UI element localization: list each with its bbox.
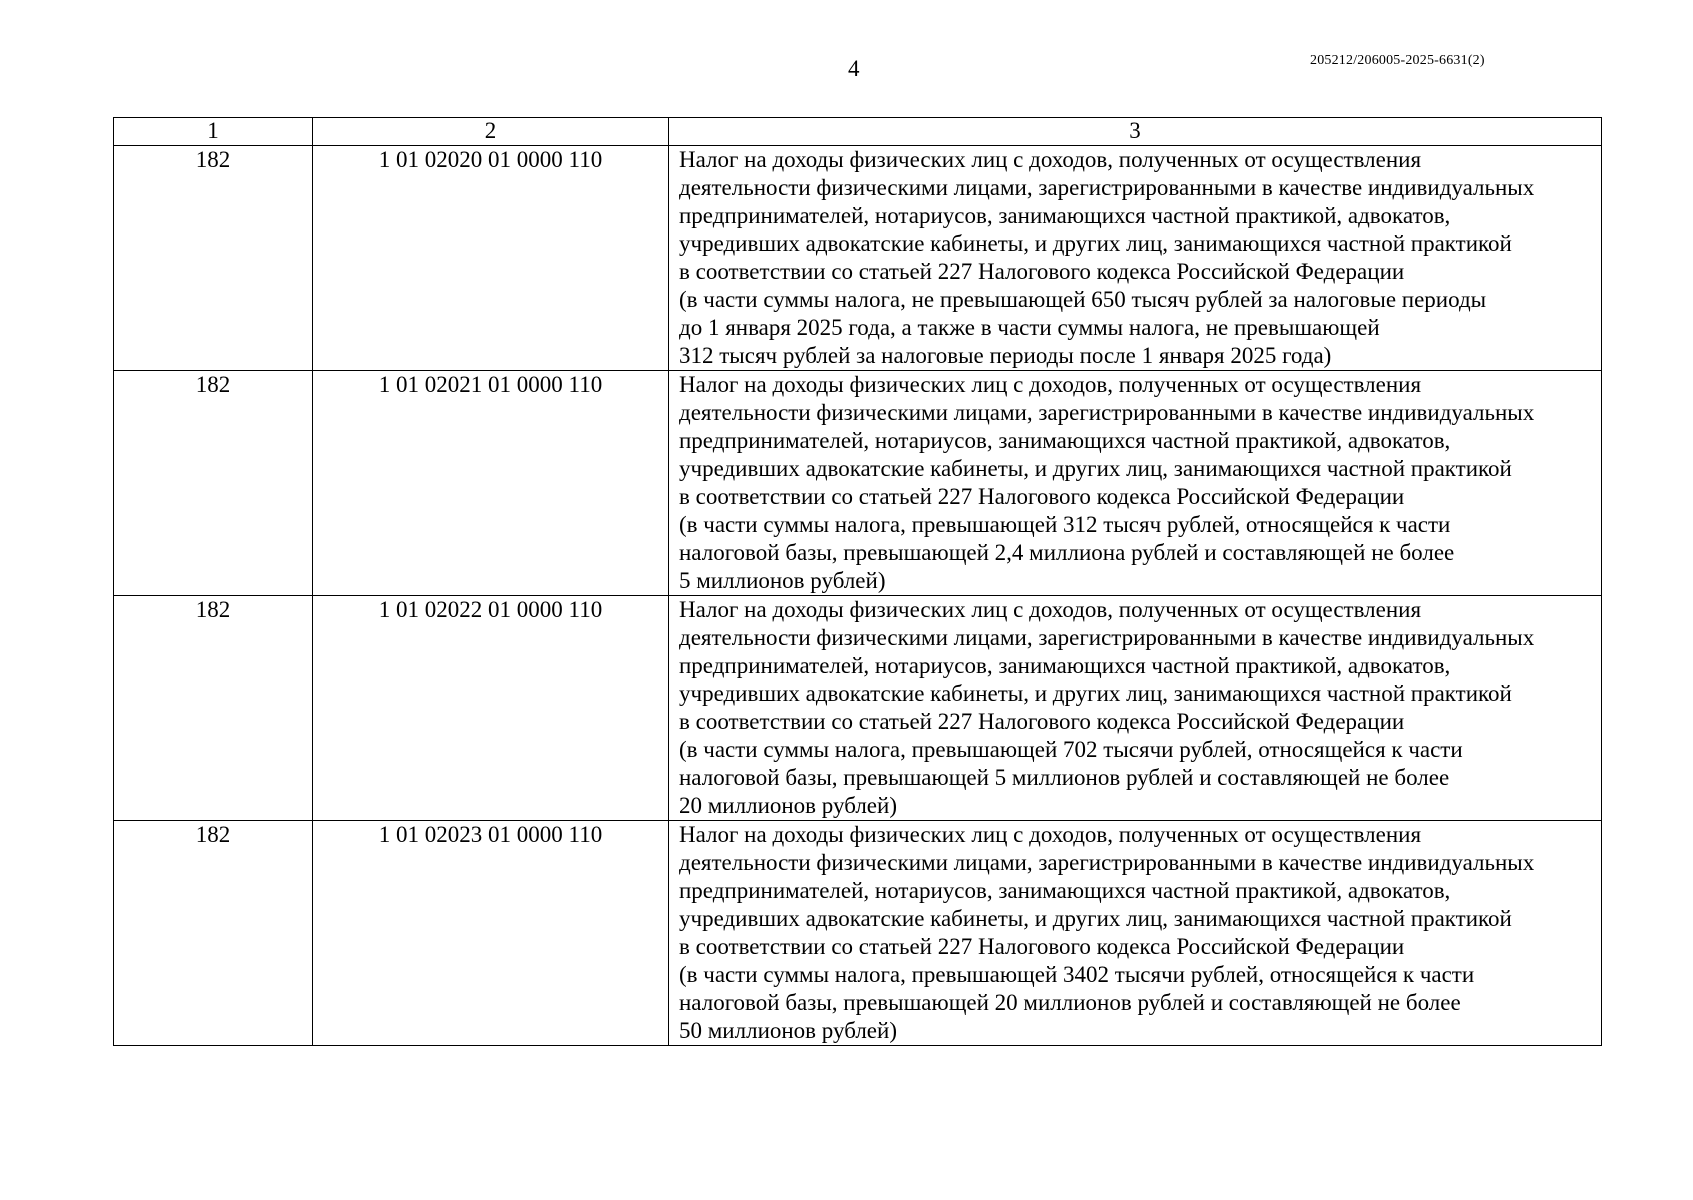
description-line: деятельности физическими лицами, зарегистрированными в качестве индивидуальных — [679, 850, 1535, 875]
page-number: 4 — [848, 56, 860, 81]
description-cell — [669, 596, 1602, 821]
budget-codes-table — [113, 117, 1602, 1046]
table-row — [114, 146, 1602, 371]
description-cell — [669, 146, 1602, 371]
description-line: в соответствии со статьей 227 Налогового кодекса Российской Федерации — [679, 709, 1405, 734]
table-row — [114, 596, 1602, 821]
admin-code-cell — [114, 596, 313, 821]
column-header-2: 2 — [313, 118, 669, 146]
description-line: 312 тысяч рублей за налоговые периоды после 1 января 2025 года) — [679, 343, 1332, 368]
description-line: предпринимателей, нотариусов, занимающихся частной практикой, адвокатов, — [679, 653, 1451, 678]
admin-code-cell — [114, 821, 313, 1046]
description-line: 5 миллионов рублей) — [679, 568, 886, 593]
description-line: Налог на доходы физических лиц с доходов, полученных от осуществления — [679, 597, 1422, 622]
description-line: (в части суммы налога, превышающей 702 тысячи рублей, относящейся к части — [679, 737, 1463, 762]
column-header-3: 3 — [669, 118, 1602, 146]
admin-code: 182 — [195, 372, 231, 397]
description-line: деятельности физическими лицами, зарегистрированными в качестве индивидуальных — [679, 625, 1535, 650]
table-row — [114, 821, 1602, 1046]
kbk-code-cell — [313, 821, 669, 1046]
description-line: Налог на доходы физических лиц с доходов, полученных от осуществления — [679, 822, 1422, 847]
column-header-1: 1 — [114, 118, 313, 146]
description-line: учредивших адвокатские кабинеты, и других лиц, занимающихся частной практикой — [679, 681, 1512, 706]
description-line: предпринимателей, нотариусов, занимающихся частной практикой, адвокатов, — [679, 878, 1451, 903]
description-line: 20 миллионов рублей) — [679, 793, 897, 818]
description-cell — [669, 821, 1602, 1046]
admin-code-cell — [114, 371, 313, 596]
description-line: налоговой базы, превышающей 5 миллионов рублей и составляющей не более — [679, 765, 1450, 790]
description-line: учредивших адвокатские кабинеты, и других лиц, занимающихся частной практикой — [679, 456, 1512, 481]
kbk-code: 1 01 02021 01 0000 110 — [378, 372, 603, 397]
kbk-code-cell — [313, 146, 669, 371]
description-line: в соответствии со статьей 227 Налогового кодекса Российской Федерации — [679, 934, 1405, 959]
document-id: 205212/206005-2025-6631(2) — [1310, 53, 1485, 68]
description-line: налоговой базы, превышающей 20 миллионов рублей и составляющей не более — [679, 990, 1461, 1015]
description-line: (в части суммы налога, превышающей 3402 тысячи рублей, относящейся к части — [679, 962, 1475, 987]
description-line: (в части суммы налога, превышающей 312 тысяч рублей, относящейся к части — [679, 512, 1451, 537]
admin-code: 182 — [195, 597, 231, 622]
admin-code: 182 — [195, 147, 231, 172]
description-cell — [669, 371, 1602, 596]
kbk-code: 1 01 02020 01 0000 110 — [378, 147, 603, 172]
description-line: в соответствии со статьей 227 Налогового кодекса Российской Федерации — [679, 484, 1405, 509]
description-line: налоговой базы, превышающей 2,4 миллиона рублей и составляющей не более — [679, 540, 1455, 565]
kbk-code-cell — [313, 596, 669, 821]
description-line: в соответствии со статьей 227 Налогового кодекса Российской Федерации — [679, 259, 1405, 284]
description-line: деятельности физическими лицами, зарегистрированными в качестве индивидуальных — [679, 400, 1535, 425]
kbk-code: 1 01 02022 01 0000 110 — [378, 597, 603, 622]
kbk-code-cell — [313, 371, 669, 596]
description-line: (в части суммы налога, не превышающей 650 тысяч рублей за налоговые периоды — [679, 287, 1487, 312]
kbk-code: 1 01 02023 01 0000 110 — [378, 822, 603, 847]
description-line: 50 миллионов рублей) — [679, 1018, 897, 1043]
description-line: учредивших адвокатские кабинеты, и других лиц, занимающихся частной практикой — [679, 231, 1512, 256]
description-line: до 1 января 2025 года, а также в части суммы налога, не превышающей — [679, 315, 1380, 340]
description-line: предпринимателей, нотариусов, занимающихся частной практикой, адвокатов, — [679, 203, 1451, 228]
description-line: Налог на доходы физических лиц с доходов, полученных от осуществления — [679, 372, 1422, 397]
admin-code: 182 — [195, 822, 231, 847]
description-line: деятельности физическими лицами, зарегистрированными в качестве индивидуальных — [679, 175, 1535, 200]
description-line: Налог на доходы физических лиц с доходов, полученных от осуществления — [679, 147, 1422, 172]
description-line: учредивших адвокатские кабинеты, и других лиц, занимающихся частной практикой — [679, 906, 1512, 931]
description-line: предпринимателей, нотариусов, занимающихся частной практикой, адвокатов, — [679, 428, 1451, 453]
table-row — [114, 371, 1602, 596]
admin-code-cell — [114, 146, 313, 371]
table-header-row — [114, 118, 1602, 146]
